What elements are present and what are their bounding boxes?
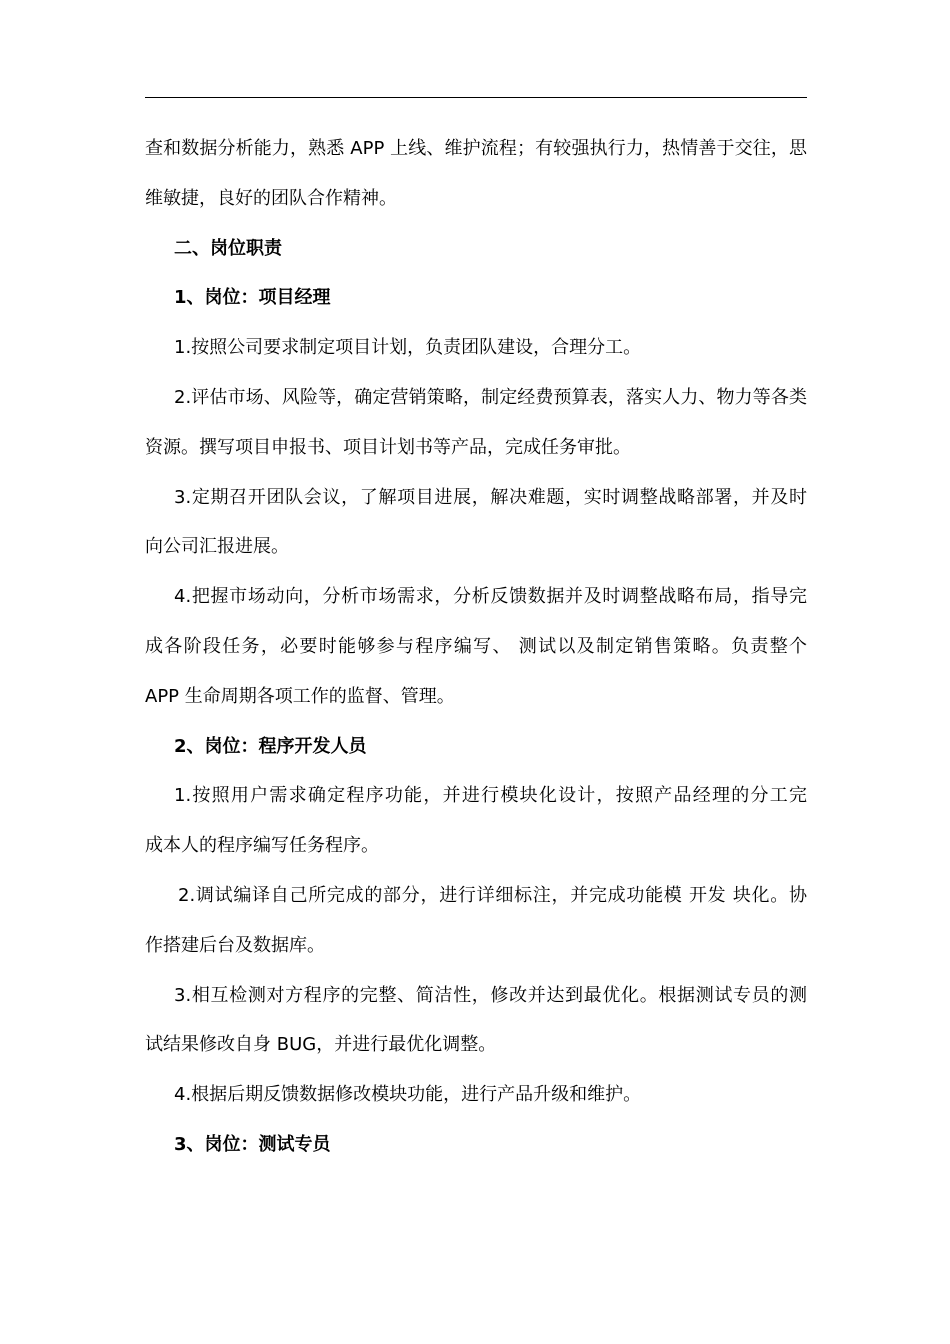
text-line: 1.按照用户需求确定程序功能，并进行模块化设计，按照产品经理的分工完 <box>174 785 807 807</box>
subsection-heading: 2、岗位：程序开发人员 <box>174 735 367 757</box>
section-heading: 二、岗位职责 <box>174 237 282 259</box>
subsection-heading: 3、岗位：测试专员 <box>174 1133 331 1155</box>
document-body <box>145 124 807 1170</box>
text-line: 向公司汇报进展。 <box>145 536 289 558</box>
text-line: 4.根据后期反馈数据修改模块功能，进行产品升级和维护。 <box>174 1084 642 1106</box>
text-line: 试结果修改自身 BUG，并进行最优化调整。 <box>145 1034 497 1056</box>
text-line: 2.评估市场、风险等，确定营销策略，制定经费预算表，落实人力、物力等各类 <box>174 386 807 408</box>
header-rule <box>145 97 807 98</box>
text-line: 3.定期召开团队会议，了解项目进展，解决难题，实时调整战略部署，并及时 <box>174 486 807 508</box>
text-line: 2.调试编译自己所完成的部分，进行详细标注，并完成功能模 开发 块化。协 <box>178 884 807 906</box>
text-line: 作搭建后台及数据库。 <box>145 934 325 956</box>
text-line: 成各阶段任务，必要时能够参与程序编写、 测试以及制定销售策略。负责整个 <box>145 635 807 657</box>
text-line: 4.把握市场动向，分析市场需求，分析反馈数据并及时调整战略布局，指导完 <box>174 586 807 608</box>
text-line: 维敏捷，良好的团队合作精神。 <box>145 187 397 209</box>
text-line: 查和数据分析能力，熟悉 APP 上线、维护流程；有较强执行力，热情善于交往，思 <box>145 138 807 159</box>
text-line: 资源。撰写项目申报书、项目计划书等产品，完成任务审批。 <box>145 436 631 458</box>
text-line: 3.相互检测对方程序的完整、简洁性，修改并达到最优化。根据测试专员的测 <box>174 984 807 1006</box>
text-line: 成本人的程序编写任务程序。 <box>145 835 379 857</box>
text-line: 1.按照公司要求制定项目计划，负责团队建设，合理分工。 <box>174 337 642 359</box>
subsection-heading: 1、岗位：项目经理 <box>174 287 331 309</box>
text-line: APP 生命周期各项工作的监督、管理。 <box>145 685 455 707</box>
